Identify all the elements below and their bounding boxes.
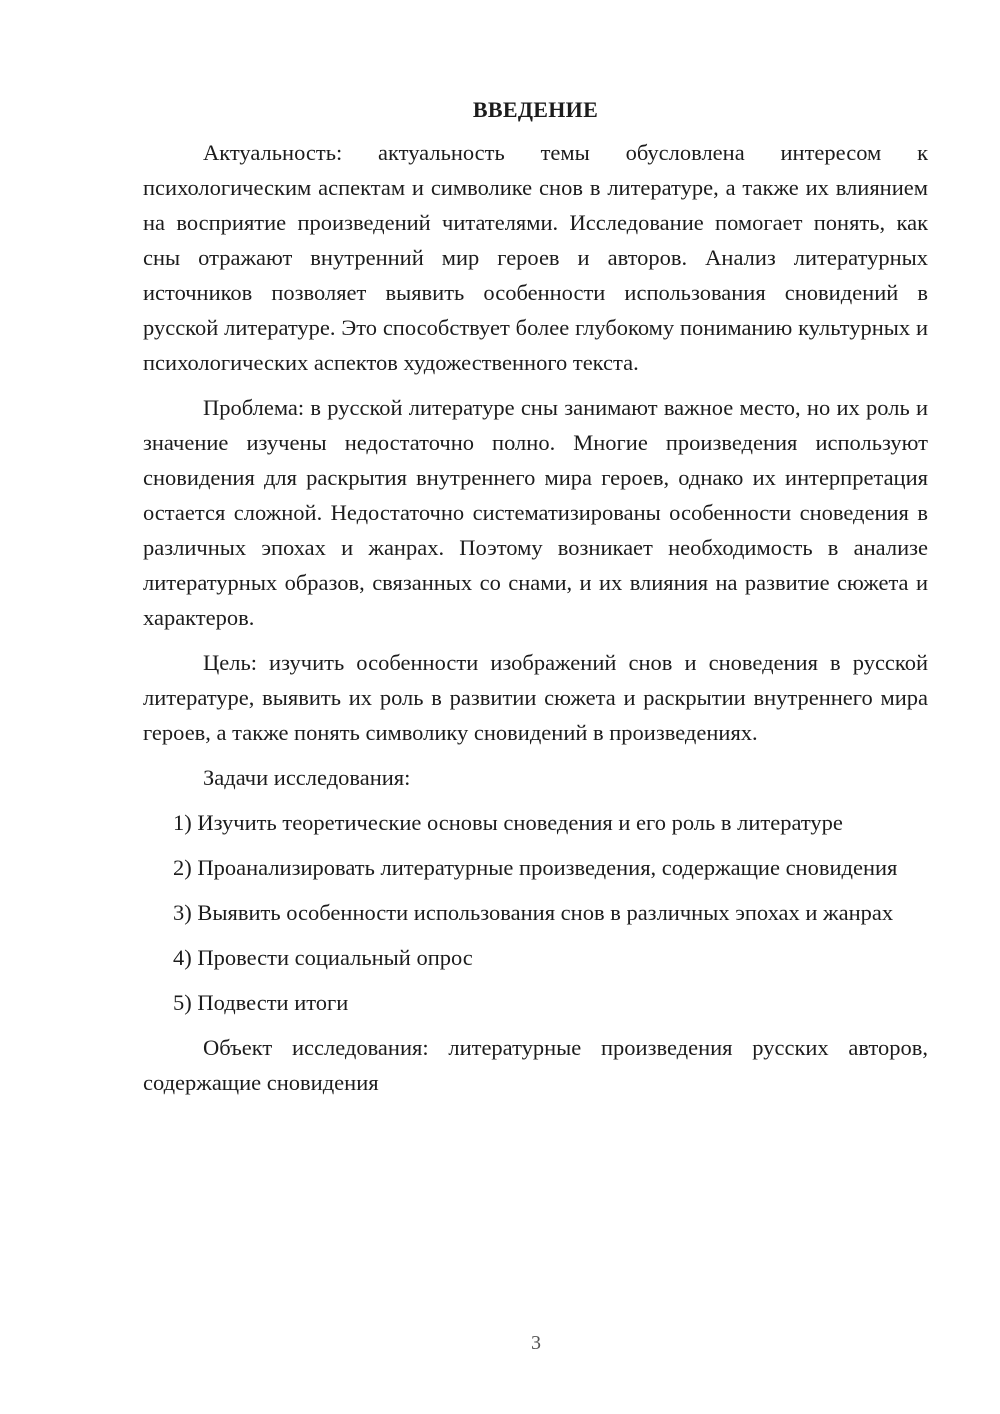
- task-item: 2) Проанализировать литературные произведения, содержащие сновидения: [173, 855, 898, 880]
- tasks-heading: Задачи исследования:: [203, 765, 411, 790]
- relevance-paragraph: Актуальность: актуальность темы обусловлена интересом к психологическим аспектам и символике снов в литературе, а также их влиянием на восприятие произведений читателями. Исследование помогает понять, как сны отражают внутренний мир героев и авторов. Анализ литературных источников позволяет выявить особенности использования сновидений в русской литературе. Это способствует более глубокому пониманию культурных и психологических аспектов художественного текста.: [143, 140, 928, 375]
- task-item: 3) Выявить особенности использования снов в различных эпохах и жанрах: [173, 900, 894, 925]
- task-item: 5) Подвести итоги: [173, 990, 349, 1015]
- object-paragraph: Объект исследования: литературные произведения русских авторов, содержащие сновидения: [143, 1035, 928, 1095]
- page-number: 3: [531, 1332, 541, 1354]
- goal-paragraph: Цель: изучить особенности изображений снов и сноведения в русской литературе, выявить их роль в развитии сюжета и раскрытии внутреннего мира героев, а также понять символику сновидений в произведениях.: [143, 650, 928, 745]
- task-item: 4) Провести социальный опрос: [173, 945, 473, 970]
- task-item: 1) Изучить теоретические основы сноведения и его роль в литературе: [173, 810, 843, 835]
- problem-paragraph: Проблема: в русской литературе сны занимают важное место, но их роль и значение изучены недостаточно полно. Многие произведения используют сновидения для раскрытия внутреннего мира героев, однако их интерпретация остается сложной. Недостаточно систематизированы особенности сноведения в различных эпохах и жанрах. Поэтому возникает необходимость в анализе литературных образов, связанных со снами, и их влияния на развитие сюжета и характеров.: [143, 395, 928, 630]
- page-title: ВВЕДЕНИЕ: [472, 97, 599, 122]
- page-content: [143, 92, 928, 1110]
